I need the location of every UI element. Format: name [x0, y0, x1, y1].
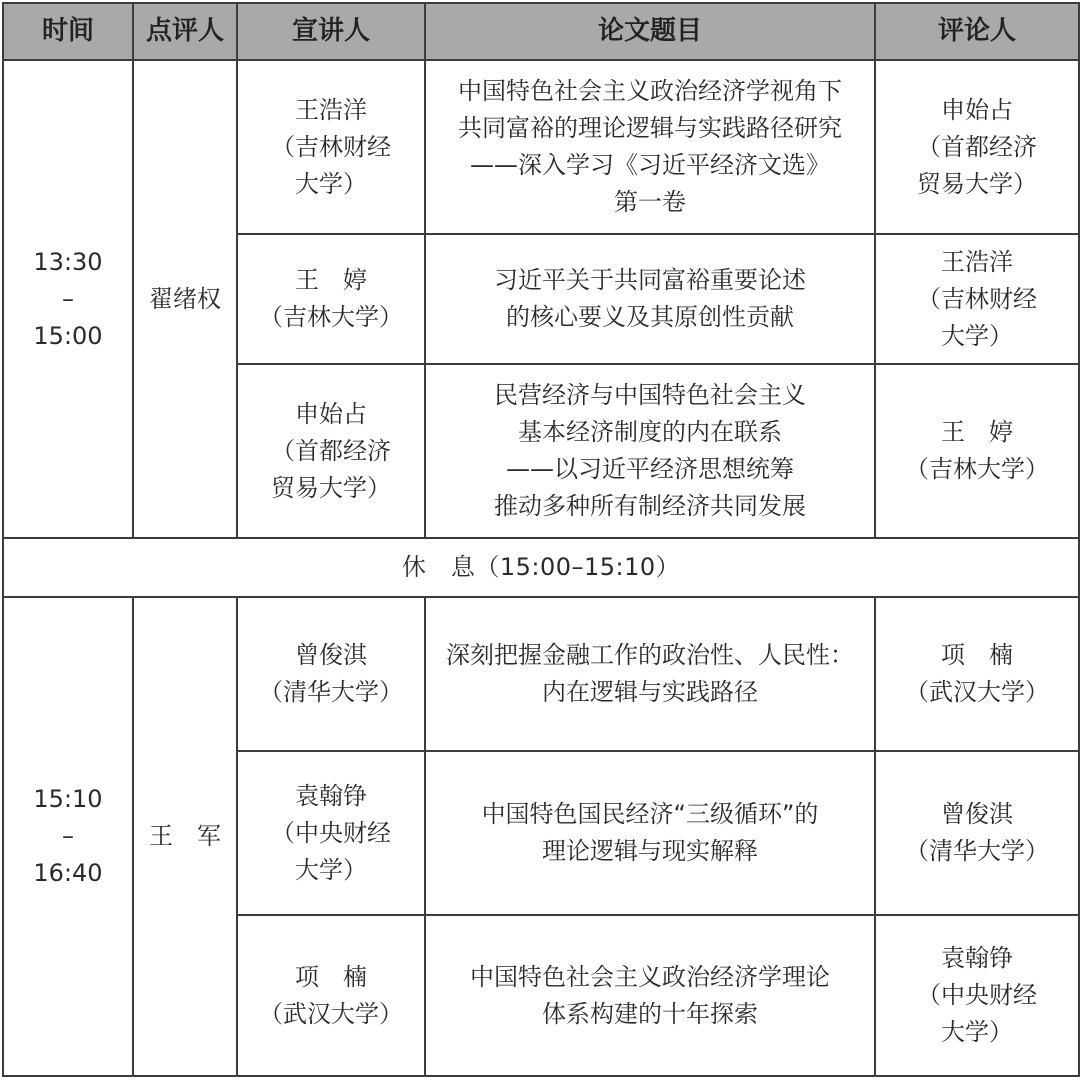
speaker-cell: 项 楠 （武汉大学）	[237, 915, 425, 1076]
paper-title-cell: 中国特色国民经济“三级循环”的 理论逻辑与现实解释	[425, 751, 875, 915]
speaker-cell: 曾俊淇 （清华大学）	[237, 597, 425, 751]
commentator-cell: 项 楠 （武汉大学）	[875, 597, 1079, 751]
break-row	[3, 538, 1079, 597]
speaker-cell: 袁翰铮 （中央财经 大学）	[237, 751, 425, 915]
header-title: 论文题目	[425, 3, 875, 60]
speaker-cell: 王 婷 （吉林大学）	[237, 234, 425, 364]
paper-title-cell: 民营经济与中国特色社会主义 基本经济制度的内在联系 ——以习近平经济思想统筹 推动多种所有制经济共同发展	[425, 364, 875, 538]
session-2-moderator: 王 军	[133, 597, 237, 1076]
session-2-time: 15:10 – 16:40	[3, 597, 133, 1076]
header-speaker: 宣讲人	[237, 3, 425, 60]
paper-title-cell: 深刻把握金融工作的政治性、人民性： 内在逻辑与实践路径	[425, 597, 875, 751]
commentator-cell: 王 婷 （吉林大学）	[875, 364, 1079, 538]
speaker-cell: 申始占 （首都经济 贸易大学）	[237, 364, 425, 538]
commentator-cell: 曾俊淇 （清华大学）	[875, 751, 1079, 915]
paper-title-cell: 习近平关于共同富裕重要论述 的核心要义及其原创性贡献	[425, 234, 875, 364]
paper-title-cell: 中国特色社会主义政治经济学理论 体系构建的十年探索	[425, 915, 875, 1076]
commentator-cell: 袁翰铮 （中央财经 大学）	[875, 915, 1079, 1076]
table-row	[3, 60, 1079, 234]
commentator-cell: 王浩洋 （吉林财经 大学）	[875, 234, 1079, 364]
schedule-table	[2, 2, 1080, 1077]
header-commentator: 评论人	[875, 3, 1079, 60]
paper-title-cell: 中国特色社会主义政治经济学视角下 共同富裕的理论逻辑与实践路径研究 ——深入学习《习近平经济文选》 第一卷	[425, 60, 875, 234]
table-row	[3, 597, 1079, 751]
break-label: 休 息（15:00–15:10）	[3, 538, 1079, 597]
commentator-cell: 申始占 （首都经济 贸易大学）	[875, 60, 1079, 234]
header-row	[3, 3, 1079, 60]
header-time: 时间	[3, 3, 133, 60]
session-1-time: 13:30 – 15:00	[3, 60, 133, 538]
header-moderator: 点评人	[133, 3, 237, 60]
speaker-cell: 王浩洋 （吉林财经 大学）	[237, 60, 425, 234]
session-1-moderator: 翟绪权	[133, 60, 237, 538]
